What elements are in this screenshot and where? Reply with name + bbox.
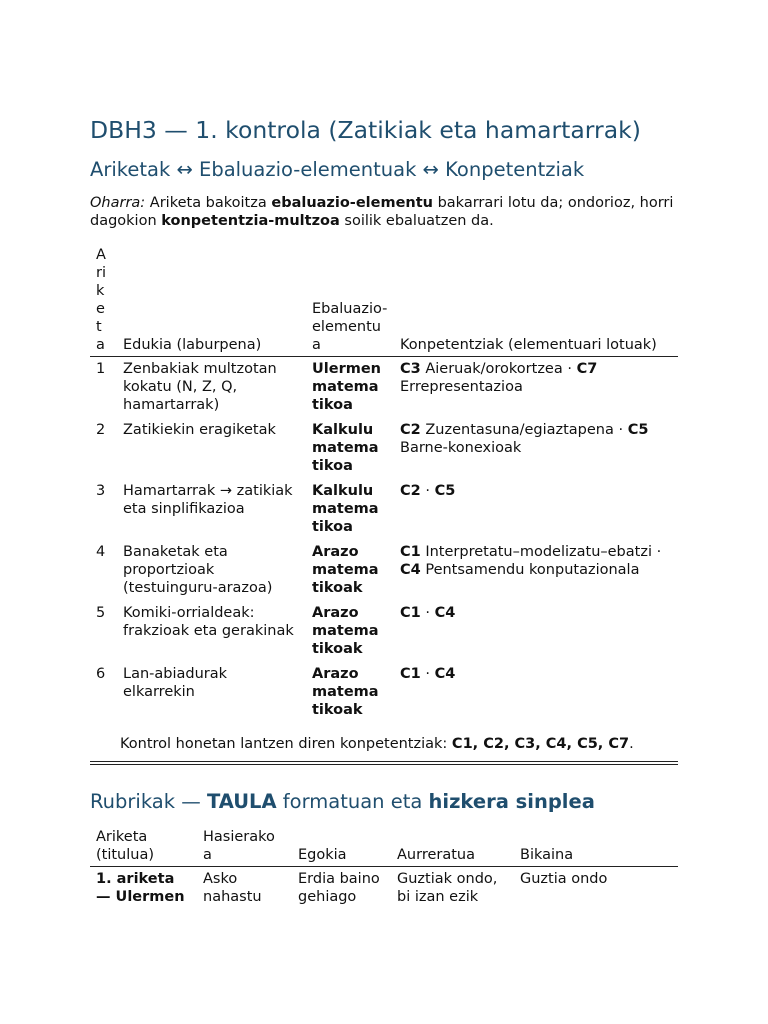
note-bold-1: ebaluazio-elementu [271, 195, 433, 211]
row-number: 3 [96, 483, 106, 499]
note-bold-2: konpetentzia-multzoa [161, 213, 340, 229]
note-text-3: soilik ebaluatzen da. [339, 213, 494, 229]
header-bikaina: Bikaina [514, 828, 678, 867]
row-number: 6 [96, 666, 106, 682]
header-aurreratua: Aurreratua [391, 828, 514, 867]
competences-summary: Kontrol honetan lantzen diren konpetentziak: C1, C2, C3, C4, C5, C7. [120, 736, 634, 752]
header-konpetentziak: Konpetentziak (elementuari lotuak) [394, 246, 678, 357]
row-edukia: Zatikiekin eragiketak [123, 422, 276, 438]
table-header-row [90, 828, 678, 867]
header-ebaluazio-elementua: Ebaluazio- elementu a [306, 246, 394, 357]
section-subtitle: Ariketak ↔ Ebaluazio-elementuak ↔ Konpetentziak [90, 158, 585, 181]
note-text-2: bakarrari lotu da; ondorioz, horri dagokion [90, 195, 674, 229]
row-konpetentziak: C1 · C4 [400, 605, 456, 621]
row-edukia: Banaketak eta proportzioak (testuinguru-arazoa) [123, 544, 273, 596]
header-egokia: Egokia [292, 828, 391, 867]
table-row [90, 601, 678, 662]
row-number: 5 [96, 605, 106, 621]
row-ebaluazio-elementua: Kalkulu matema tikoa [312, 422, 379, 474]
document-page [90, 116, 678, 909]
note-text-1: Ariketa bakoitza [145, 195, 272, 211]
row-ebaluazio-elementua: Arazo matema tikoak [312, 666, 379, 718]
header-hasierakoa: Hasierako a [197, 828, 292, 867]
row-number: 1 [96, 361, 106, 377]
double-rule-divider [90, 761, 678, 765]
row-edukia: Hamartarrak → zatikiak eta sinplifikazioa [123, 483, 293, 517]
header-ariketa: A ri k e t a [90, 246, 117, 357]
row-ariketa: 1. ariketa — Ulermen [96, 871, 185, 905]
row-egokia: Erdia baino gehiago [298, 871, 380, 905]
table-row [90, 418, 678, 479]
page-title: DBH3 — 1. kontrola (Zatikiak eta hamartarrak) [90, 116, 641, 144]
row-ebaluazio-elementua: Kalkulu matema tikoa [312, 483, 379, 535]
table-row [90, 867, 678, 910]
exercise-mapping-table [90, 246, 678, 723]
note-label: Oharra: [90, 195, 146, 211]
rubrics-table [90, 828, 678, 909]
table-row [90, 540, 678, 601]
row-konpetentziak: C1 · C4 [400, 666, 456, 682]
table-row [90, 479, 678, 540]
row-number: 4 [96, 544, 106, 560]
row-ebaluazio-elementua: Arazo matema tikoak [312, 605, 379, 657]
row-edukia: Komiki-orrialdeak: frakzioak eta gerakinak [123, 605, 294, 639]
row-ebaluazio-elementua: Arazo matema tikoak [312, 544, 379, 596]
row-konpetentziak: C3 Aieruak/orokortzea · C7 Errepresentazioa [400, 361, 598, 395]
row-konpetentziak: C2 Zuzentasuna/egiaztapena · C5 Barne-konexioak [400, 422, 649, 456]
row-bikaina: Guztia ondo [520, 871, 608, 887]
header-edukia: Edukia (laburpena) [117, 246, 306, 357]
header-ariketa-titulua: Ariketa (titulua) [90, 828, 197, 867]
rubrics-heading: Rubrikak — TAULA formatuan eta hizkera sinplea [90, 790, 595, 813]
row-aurreratua: Guztiak ondo, bi izan ezik [397, 871, 498, 905]
row-edukia: Lan-abiadurak elkarrekin [123, 666, 228, 700]
table-row [90, 662, 678, 723]
row-hasierakoa: Asko nahastu [203, 871, 262, 905]
row-number: 2 [96, 422, 106, 438]
note-paragraph [90, 194, 678, 230]
row-konpetentziak: C2 · C5 [400, 483, 456, 499]
row-konpetentziak: C1 Interpretatu–modelizatu–ebatzi · C4 Pentsamendu konputazionala [400, 544, 662, 578]
table-header-row [90, 246, 678, 357]
row-ebaluazio-elementua: Ulermen matema tikoa [312, 361, 381, 413]
table-row [90, 357, 678, 419]
row-edukia: Zenbakiak multzotan kokatu (N, Z, Q, hamartarrak) [123, 361, 277, 413]
